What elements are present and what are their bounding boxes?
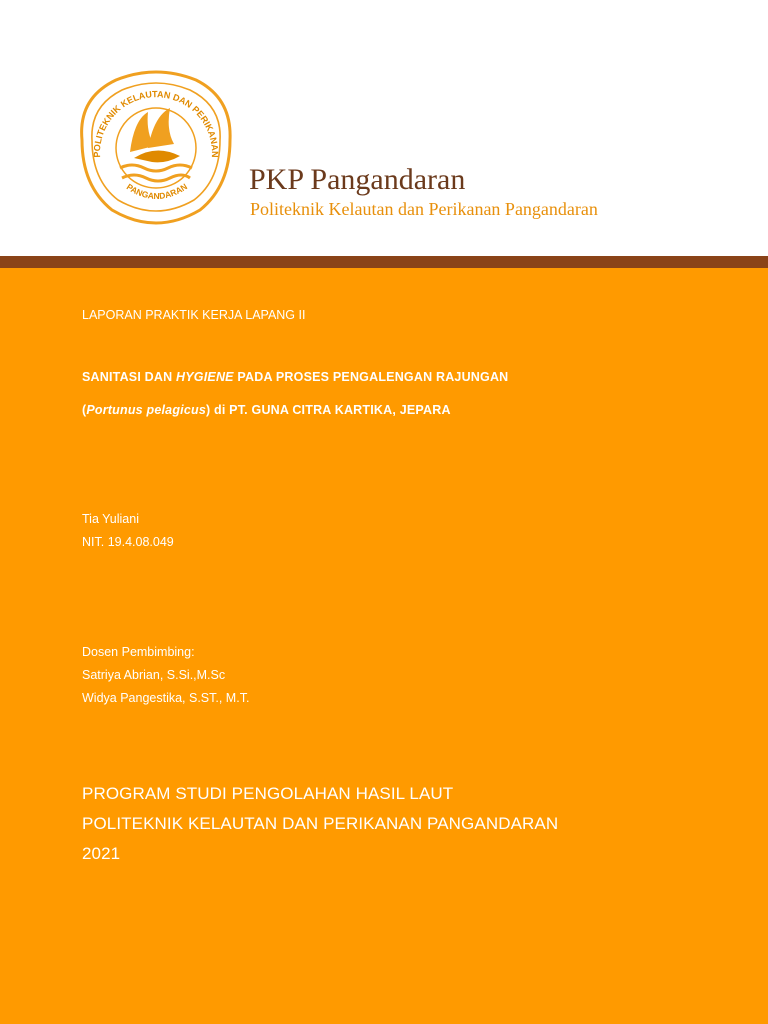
supervisor-name: Satriya Abrian, S.Si.,M.Sc (82, 668, 226, 682)
cover-panel (0, 268, 768, 1024)
report-type: LAPORAN PRAKTIK KERJA LAPANG II (82, 308, 306, 322)
study-program: PROGRAM STUDI PENGOLAHAN HASIL LAUT (82, 784, 454, 803)
supervisor-name: Widya Pangestika, S.ST., M.T. (82, 691, 250, 705)
report-title-line-2: (Portunus pelagicus) di PT. GUNA CITRA KARTIKA, JEPARA (82, 403, 451, 417)
student-name: Tia Yuliani (82, 512, 139, 526)
institution-full-name: Politeknik Kelautan dan Perikanan Pangandaran (250, 199, 598, 219)
pkp-logo-emblem (72, 68, 240, 228)
institution-name: POLITEKNIK KELAUTAN DAN PERIKANAN PANGANDARAN (82, 814, 559, 833)
supervisors-label: Dosen Pembimbing: (82, 645, 195, 659)
student-nit: NIT. 19.4.08.049 (82, 535, 174, 549)
institution-short-name: PKP Pangandaran (249, 163, 466, 196)
header-divider (0, 256, 768, 268)
page-header (0, 0, 768, 256)
publication-year: 2021 (82, 844, 121, 863)
svg-text:POLITEKNIK KELAUTAN DAN PERIKA: POLITEKNIK KELAUTAN DAN PERIKANAN (91, 89, 221, 158)
svg-text:PANGANDARAN: PANGANDARAN (124, 181, 190, 202)
report-title-line-1: SANITASI DAN HYGIENE PADA PROSES PENGALENGAN RAJUNGAN (82, 370, 509, 384)
